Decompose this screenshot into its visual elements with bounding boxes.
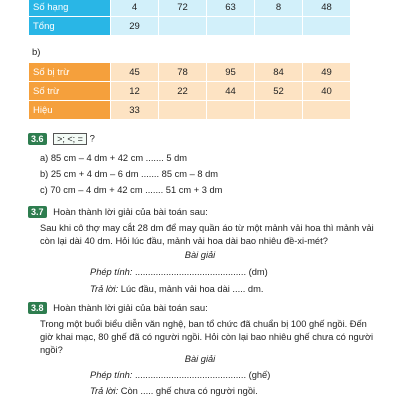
row-header: Hiệu [29,101,111,120]
table-cell: 63 [207,0,255,17]
table-cell: 78 [159,63,207,82]
answer-cell[interactable] [303,17,351,36]
problem-text: Sau khi cô thợ may cắt 28 dm để may quần áo từ một mảnh vải hoa thì mảnh vải còn lại dài 40 dm. Hỏi lúc đầu, mảnh vải hoa dài bao nhiêu đề-xi-mét? [40,223,374,246]
row-header: Số bị trừ [29,63,111,82]
row-header: Số hạng [29,0,111,17]
calculation-line [90,267,268,277]
table-cell: 45 [111,63,159,82]
table-cell: 95 [207,63,255,82]
problem-text: Trong một buổi biểu diễn văn nghệ, ban tổ chức đã chuẩn bị 100 ghế ngồi. Đến giờ khai mạc, 80 ghế đã có người ngồi. Hỏi còn lại bao nhiêu ghế chưa có người ngồi? [40,319,374,355]
table-cell: 84 [255,63,303,82]
table-cell: 22 [159,82,207,101]
table-row [29,82,351,101]
question-mark: ? [89,133,95,145]
answer-label: Trả lời: [90,284,119,294]
answer-line [90,284,263,294]
exercise-title: Hoàn thành lời giải của bài toán sau: [53,206,208,218]
exercise-line: a) 85 cm – 4 dm + 42 cm ....... 5 dm [40,153,187,163]
row-header: Tổng [29,17,111,36]
answer-cell[interactable] [207,17,255,36]
answer-cell[interactable] [159,101,207,120]
answer-cell[interactable] [159,17,207,36]
calculation-line [90,370,270,380]
table-cell: 48 [303,0,351,17]
table-cell: 72 [159,0,207,17]
calc-blank[interactable]: ........................................... (ghế) [132,370,271,380]
exercise-3-8-header [28,302,208,314]
exercise-title: Hoàn thành lời giải của bài toán sau: [53,302,208,314]
answer-label: Trả lời: [90,386,119,396]
answer-cell[interactable] [255,101,303,120]
exercise-3-7-header [28,206,208,218]
answer-blank[interactable]: Lúc đầu, mảnh vải hoa dài ..... dm. [118,284,264,294]
table-row [29,63,351,82]
calc-label: Phép tính: [90,267,133,277]
exercise-badge: 3.7 [28,206,47,218]
calc-label: Phép tính: [90,370,133,380]
calc-blank[interactable]: ........................................... (dm) [132,267,268,277]
exercise-badge: 3.6 [28,133,47,145]
solution-heading: Bài giải [184,250,216,260]
part-label: b) [32,47,41,58]
table-row [29,0,351,17]
exercise-line: c) 70 cm – 4 dm + 42 cm ....... 51 cm + 3 dm [40,185,223,195]
comparison-signs-box: >; <; = [53,133,87,145]
table-row [29,101,351,120]
answer-cell[interactable] [207,101,255,120]
table-cell: 44 [207,82,255,101]
answer-cell[interactable] [255,17,303,36]
answer-cell[interactable] [303,101,351,120]
table-cell: 12 [111,82,159,101]
table-cell: 52 [255,82,303,101]
table-row [29,17,351,36]
exercise-line: b) 25 cm + 4 dm – 6 dm ....... 85 cm – 8 dm [40,169,219,179]
difference-table [28,62,351,120]
exercise-badge: 3.8 [28,302,47,314]
row-header: Số trừ [29,82,111,101]
table-cell: 8 [255,0,303,17]
exercise-3-6-header [28,133,95,145]
table-cell: 4 [111,0,159,17]
table-cell: 49 [303,63,351,82]
table-cell: 40 [303,82,351,101]
answer-line [90,386,258,396]
table-cell: 33 [111,101,159,120]
sum-table [28,0,351,36]
table-cell: 29 [111,17,159,36]
solution-heading: Bài giải [184,354,216,364]
answer-blank[interactable]: Còn ..... ghế chưa có người ngồi. [118,386,258,396]
